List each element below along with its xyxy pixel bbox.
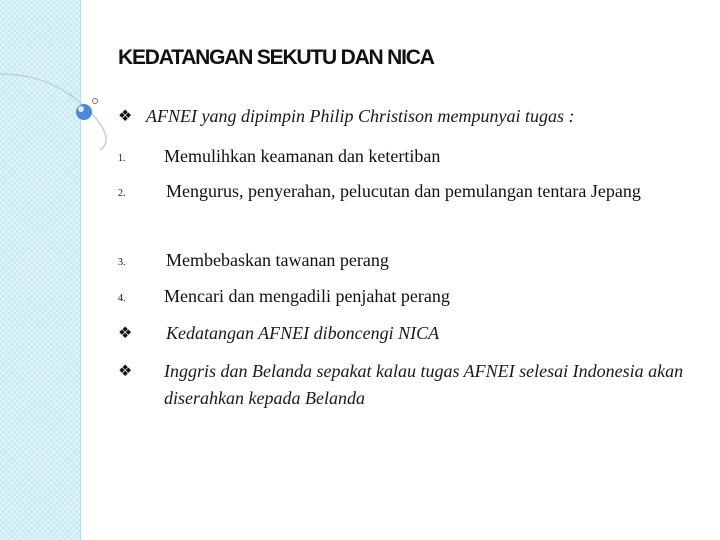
intro-text: AFNEI yang dipimpin Philip Christison mempunyai tugas :	[146, 106, 575, 126]
intro-line	[118, 103, 698, 130]
list-item	[118, 283, 698, 310]
bullet-item	[118, 358, 698, 412]
item-text: Memulihkan keamanan dan ketertiban	[164, 146, 441, 166]
bullet-item	[118, 320, 698, 347]
item-text: Mencari dan mengadili penjahat perang	[164, 286, 450, 306]
list-item	[118, 178, 698, 205]
diamond-bullet-icon: ❖	[118, 108, 133, 125]
diamond-bullet-icon: ❖	[118, 363, 133, 380]
list-item	[118, 143, 698, 170]
item-number: 4.	[118, 293, 126, 304]
bullet-text: Inggris dan Belanda sepakat kalau tugas AFNEI selesai Indonesia akan diserahkan kepada Belanda	[164, 361, 684, 408]
diamond-bullet-icon: ❖	[118, 325, 133, 342]
item-number: 3.	[118, 257, 126, 268]
item-number: 1.	[118, 153, 126, 164]
item-text: Membebaskan tawanan perang	[166, 250, 389, 270]
blue-dot-icon	[76, 104, 92, 120]
item-number: 2.	[118, 188, 126, 199]
bullet-text: Kedatangan AFNEI diboncengi NICA	[166, 323, 440, 343]
small-ring-icon	[93, 99, 98, 104]
slide-title: KEDATANGAN SEKUTU DAN NICA	[118, 46, 434, 69]
list-item	[118, 247, 698, 274]
item-text: Mengurus, penyerahan, pelucutan dan pemulangan tentara Jepang	[166, 181, 641, 201]
